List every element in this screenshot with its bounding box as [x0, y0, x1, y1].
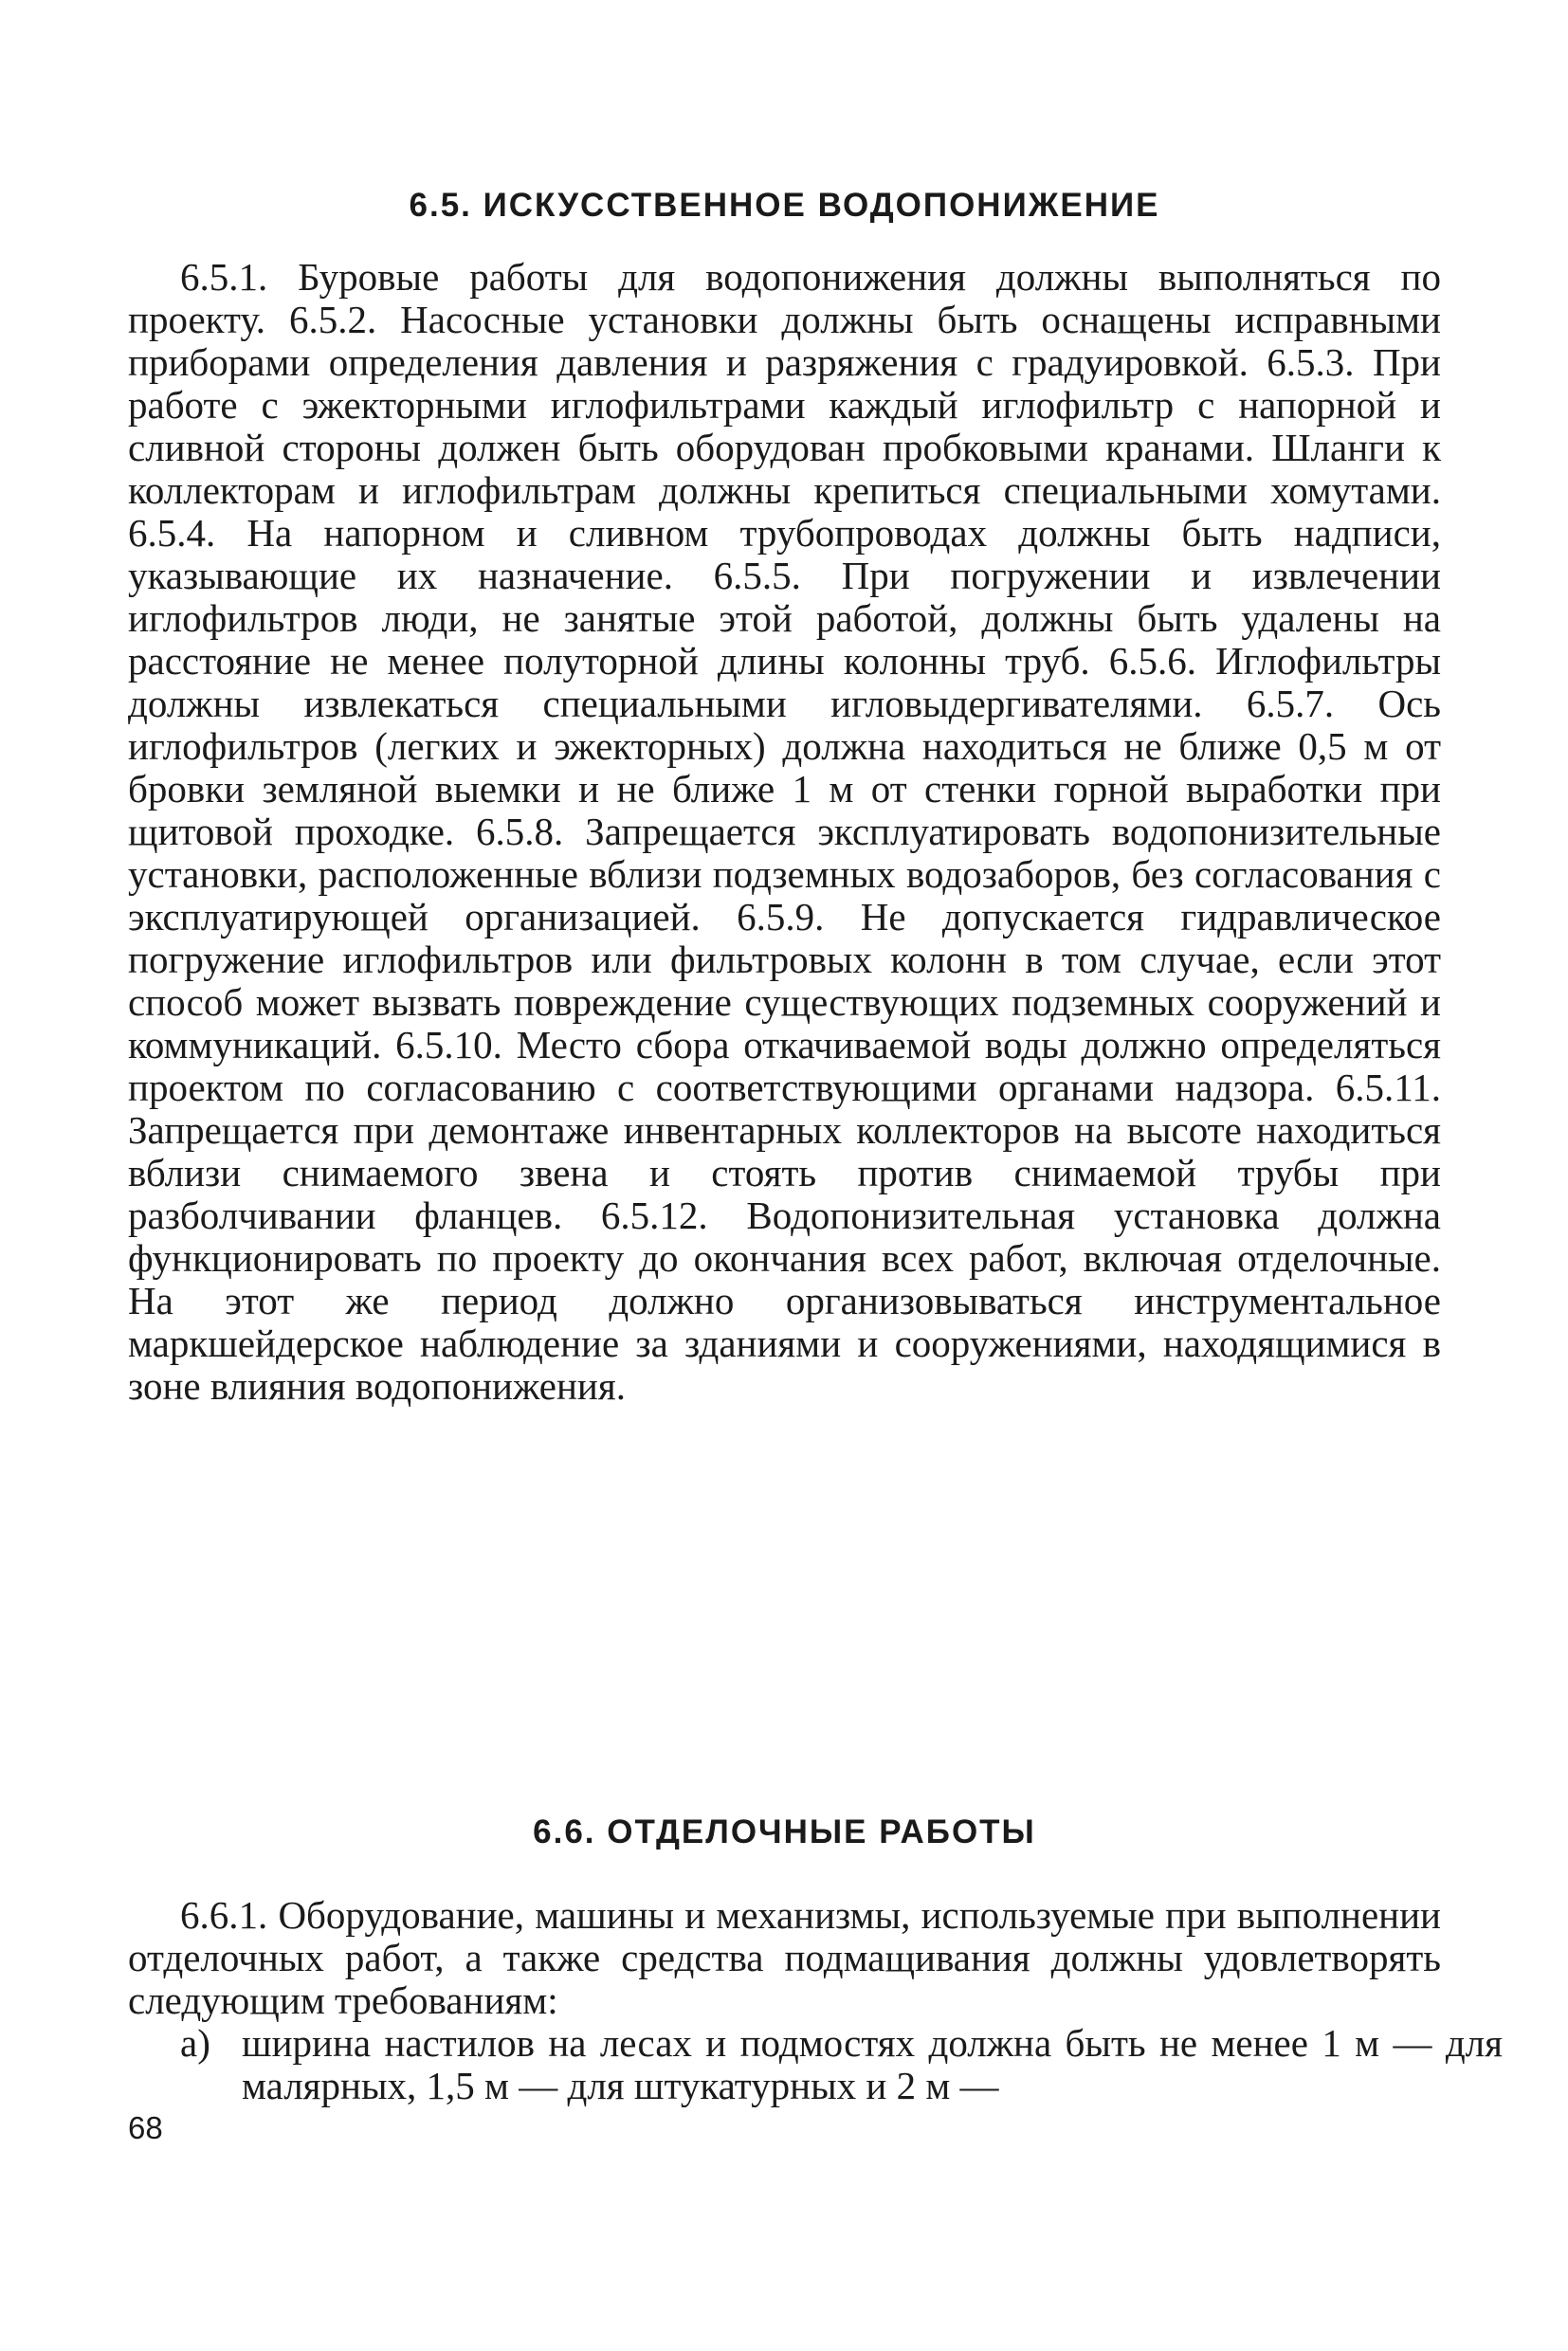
page-number: 68	[128, 2110, 163, 2145]
section-6-5-text: 6.5.1. Буровые работы для водопонижения должны выполняться по проекту. 6.5.2. Насосные установки должны быть оснащены исправными приборами определения давления и разряжения с градуировкой. 6.5.3. При работе с эжекторными иглофильтрами каждый иглофильтр с напорной и сливной стороны должен быть оборудован пробковыми кранами. Шланги к коллекторам и иглофильтрам должны крепиться специальными хомутами. 6.5.4. На напорном и сливном трубопроводах должны быть надписи, указывающие их назначение. 6.5.5. При погружении и извлечении иглофильтров люди, не занятые этой работой, должны быть удалены на расстояние не менее полуторной длины колонны труб. 6.5.6. Иглофильтры должны извлекаться специальными игловыдергивателями. 6.5.7. Ось иглофильтров (легких и эжекторных) должна находиться не ближе 0,5 м от бровки земляной выемки и не ближе 1 м от стенки горной выработки при щитовой проходке. 6.5.8. Запрещается эксплуатировать водопонизительные установки, расположенные вблизи подземных водозаборов, без согласования с эксплуатирующей организацией. 6.5.9. Не допускается гидравлическое погружение иглофильтров или фильтровых колонн в том случае, если этот способ может вызвать повреждение существующих подземных сооружений и коммуникаций. 6.5.10. Место сбора откачиваемой воды должно определяться проектом по согласованию с соответствующими органами надзора. 6.5.11. Запрещается при демонтаже инвентарных коллекторов на высоте находиться вблизи снимаемого звена и стоять против снимаемой трубы при разболчивании фланцев. 6.5.12. Водопонизительная установка должна функционировать по проекту до окончания всех работ, включая отделочные. На этот же период должно организовываться инструментальное маркшейдерское наблюдение за зданиями и сооружениями, находящимися в зоне влияния водопонижения.	[128, 255, 1441, 1408]
section-6-5-heading: 6.5. ИСКУССТВЕННОЕ ВОДОПОНИЖЕНИЕ	[409, 187, 1160, 224]
list-marker-a: а)	[180, 2021, 210, 2065]
section-6-6-heading: 6.6. ОТДЕЛОЧНЫЕ РАБОТЫ	[533, 1813, 1036, 1850]
list-item-a	[180, 2022, 1503, 2107]
section-6-6-intro: 6.6.1. Оборудование, машины и механизмы, используемые при выполнении отделочных работ, а также средства подмащивания должны удовлетворять следующим требованиям:	[128, 1893, 1441, 2022]
list-item-a-text: ширина настилов на лесах и подмостях должна быть не менее 1 м — для малярных, 1,5 м — для штукатурных и 2 м —	[242, 2021, 1503, 2107]
